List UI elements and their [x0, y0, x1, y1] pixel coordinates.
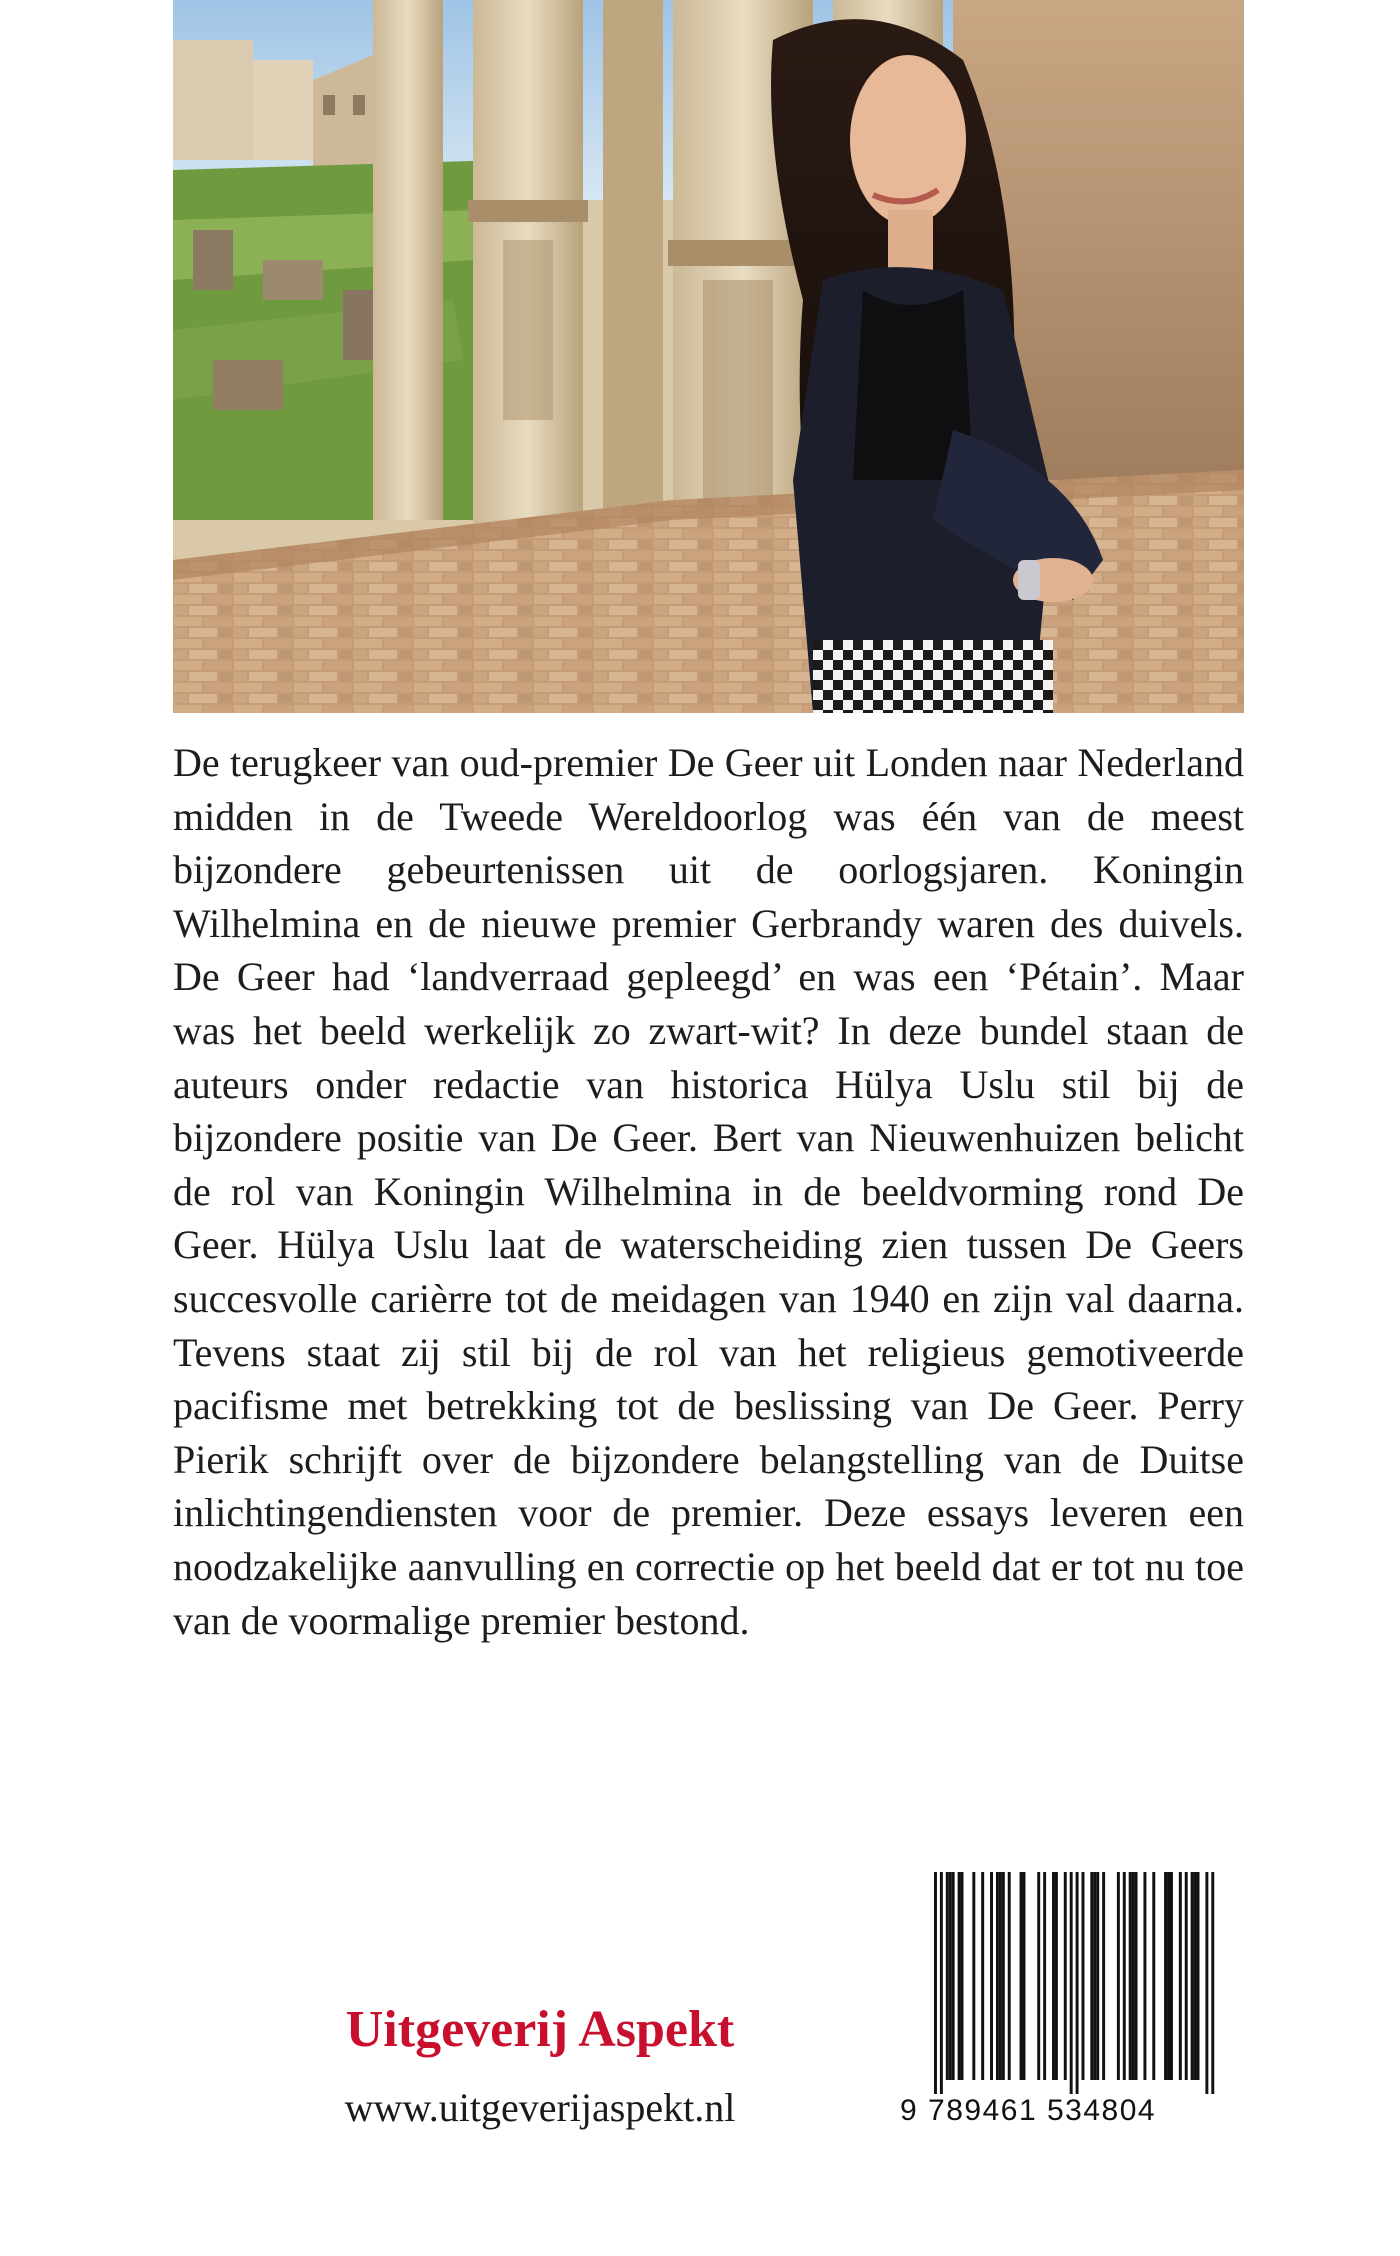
- barcode-bar: [940, 1872, 943, 2094]
- barcode-bar: [1205, 1872, 1208, 2094]
- barcode-bar: [996, 1872, 999, 2080]
- barcode-bar: [1191, 1872, 1194, 2080]
- photo-illustration: [173, 0, 1244, 713]
- barcode-bar: [972, 1872, 975, 2080]
- barcode-bar: [1179, 1872, 1182, 2080]
- barcode-bar: [990, 1872, 993, 2080]
- barcode-bar: [1164, 1872, 1167, 2080]
- barcode-bar: [1102, 1872, 1105, 2080]
- barcode-bars: [900, 1872, 1240, 2094]
- barcode-bar: [1132, 1872, 1135, 2080]
- barcode-bar: [1093, 1872, 1096, 2080]
- barcode-bar: [946, 1872, 949, 2080]
- barcode-bar: [1043, 1872, 1046, 2080]
- barcode-bar: [1002, 1872, 1005, 2080]
- barcode-bar: [1064, 1872, 1067, 2080]
- barcode-bar: [1096, 1872, 1099, 2080]
- barcode-bar: [934, 1872, 937, 2094]
- barcode-bar: [952, 1872, 955, 2080]
- barcode-bar: [1008, 1872, 1011, 2080]
- barcode-bar: [1076, 1872, 1079, 2094]
- barcode-bar: [1037, 1872, 1040, 2080]
- barcode-bar: [1082, 1872, 1085, 2080]
- barcode-bar: [1070, 1872, 1073, 2094]
- barcode-bar: [961, 1872, 964, 2080]
- barcode-bar: [1090, 1872, 1093, 2080]
- barcode-bar: [958, 1872, 961, 2080]
- cover-photo: [173, 0, 1244, 713]
- barcode-bar: [949, 1872, 952, 2080]
- barcode-bar: [1185, 1872, 1188, 2080]
- barcode-bar: [1117, 1872, 1120, 2080]
- barcode-bar: [1152, 1872, 1155, 2080]
- publisher-name: Uitgeverij Aspekt: [345, 2001, 735, 2058]
- barcode-bar: [981, 1872, 984, 2080]
- back-cover-blurb: De terugkeer van oud-premier De Geer uit Londen naar Nederland midden in de Tweede Wereldoorlog was één van de meest bijzondere gebeurtenissen uit de oorlogsjaren. Koningin Wilhelmina en de nieuwe premier Gerbrandy waren des duivels. De Geer had ‘landverraad gepleegd’ en was een ‘Pétain’. Maar was het beeld werkelijk zo zwart-wit? In deze bundel staan de auteurs onder redactie van historica Hülya Uslu stil bij de bijzondere positie van De Geer. Bert van Nieuwenhuizen belicht de rol van Koningin Wilhelmina in de beeldvorming rond De Geer. Hülya Uslu laat de waterscheiding zien tussen De Geers succesvolle carièrre tot de meidagen van 1940 en zijn val daarna. Tevens staat zij stil bij de rol van het religieus gemotiveerde pacifisme met betrekking tot de beslissing van De Geer. Perry Pierik schrijft over de bijzondere belangstelling van de Duitse inlichtingendiensten voor de premier. Deze essays leveren een noodzakelijke aanvulling en correctie op het beeld dat er tot nu toe van de voormalige premier bestond.: [173, 740, 1244, 1643]
- barcode-bar: [1052, 1872, 1055, 2080]
- barcode-bar: [1135, 1872, 1138, 2080]
- isbn-barcode: [900, 1872, 1240, 2162]
- publisher-block: [300, 2000, 780, 2136]
- barcode-bar: [1211, 1872, 1214, 2094]
- barcode-bar: [1194, 1872, 1197, 2080]
- barcode-bar: [999, 1872, 1002, 2080]
- publisher-url: www.uitgeverijaspekt.nl: [344, 2085, 736, 2130]
- barcode-bar: [1197, 1872, 1200, 2080]
- barcode-bar: [1129, 1872, 1132, 2080]
- barcode-bar: [1123, 1872, 1126, 2080]
- barcode-bar: [1167, 1872, 1170, 2080]
- barcode-digits: 9 789461 534804: [900, 2094, 1157, 2127]
- barcode-bar: [1055, 1872, 1058, 2080]
- barcode-bar: [1020, 1872, 1023, 2080]
- barcode-bar: [1143, 1872, 1146, 2080]
- barcode-bar: [1170, 1872, 1173, 2080]
- barcode-bar: [1023, 1872, 1026, 2080]
